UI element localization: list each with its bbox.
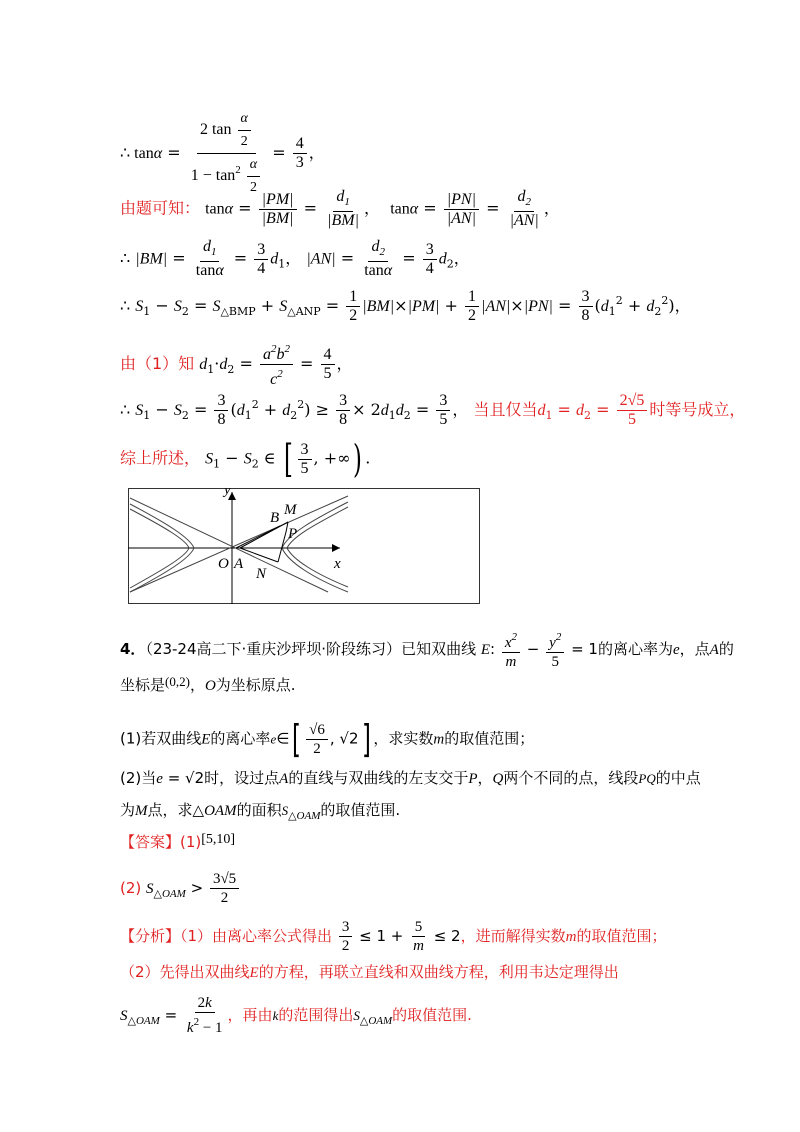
segment-np [278,532,286,562]
problem-stem: 4．（23-24高二下·重庆沙坪坝·阶段练习）已知双曲线 E: $\frac{x^2}{m}$ − $\frac{y^2}{5}$ = 1的离心率为e，点A的 [120,628,734,671]
label-y: y [224,488,231,498]
answer-2: (2) $S_{\triangle OAM}$ > $\frac{3√5}{2}$ [120,870,241,907]
label-b: B [270,510,280,526]
label-x: x [334,556,341,572]
label-n: N [256,566,267,582]
label-m: M [284,502,297,518]
problem-stem-2: 坐标是(0,2)，O为坐标原点. [120,674,296,694]
hyperbola-figure [128,488,480,604]
segment-ab [236,526,280,548]
line-inequality: ∴ $S_1 - S_2$ = $\frac{3}{8}$ $(d_1^2 + d_2^2)$ ≥ $\frac{3}{8}$ × $2d_1d_2$ = $\frac{3}{5}$ ， 当且仅当$d_1 = d_2$ = $\frac{2√5}{5}$ 时等号成立， [120,392,746,428]
segment-am [240,522,288,548]
analysis-3: $S_{\triangle OAM}$ = $\frac{2k}{k^2 - 1}$ ，再由k的范围得出$S_{\triangle OAM}$的取值范围. [120,995,472,1036]
question-1: (1)若双曲线E的离心率e∈[ $\frac{√6}{2}$ , √2] ，求实数m的取值范围； [120,717,535,761]
line-d1d2: 由（1）知 $d_1\cdot d_2$ = $\frac{a^2b^2}{c^2}$ = $\frac{4}{5}$ ， [120,340,353,389]
asymptote-1 [130,498,328,592]
segment-an [240,548,278,562]
analysis-1: 【分析】（1）由离心率公式得出 $\frac{3}{2}$ ≤ 1 + $\frac{5}{m}$ ≤ 2，进而解得实数m的取值范围； [120,919,667,954]
line-given: 由题可知： tanα = $\frac{|PM|}{|BM|}$ = $\frac{d_1}{|BM|}$ ， tanα = $\frac{|PN|}{|AN|}$ = $\frac{d_2}{|AN|}$ ， [120,188,560,229]
line-conclusion: 综上所述， $S_1 - S_2$ ∈ [ $\frac{3}{5}$ , +∞) . [120,437,371,481]
label-o: O [218,556,229,572]
figure-border [129,489,480,604]
question-2: (2)当e = √2时，设过点A的直线与双曲线的左支交于P，Q两个不同的点，线段PQ的中点 [120,769,701,787]
line-tan-alpha: ∴ tanα = 2 tan $\frac{\alpha}{2}$ $1 - \tan^2$ $\frac{\alpha}{2}$ = $\frac{4}{3}$ ， [120,108,325,199]
analysis-2: （2）先得出双曲线E的方程，再联立直线和双曲线方程，利用韦达定理得出 [120,963,619,981]
asymptote-2 [130,496,348,592]
label-a: A [234,556,244,572]
label-p: P [288,526,298,542]
x-axis-arrow [332,544,340,552]
line-area-diff: ∴ $S_1 - S_2 = S_{\triangle BMP} + S_{\triangle ANP}$ = $\frac{1}{2}$ |BM|×|PM| + $\frac{1}{2}$ |AN|×|PN| = $\frac{3}{8}$ $(d_1^2 + d_2^2)$， [120,288,691,324]
line-bm-an: ∴ |BM| = $\frac{d_1}{\tan\alpha}$ = $\frac{3}{4}$ $d_1$， |AN| = $\frac{d_2}{\tan\alpha}$ = $\frac{3}{4}$ $d_2$， [120,238,470,279]
answer-1: 【答案】(1)[5,10] [120,832,236,851]
question-2-cont: 为M点，求△OAM的面积$S_{\triangle OAM}$的取值范围. [120,801,401,822]
